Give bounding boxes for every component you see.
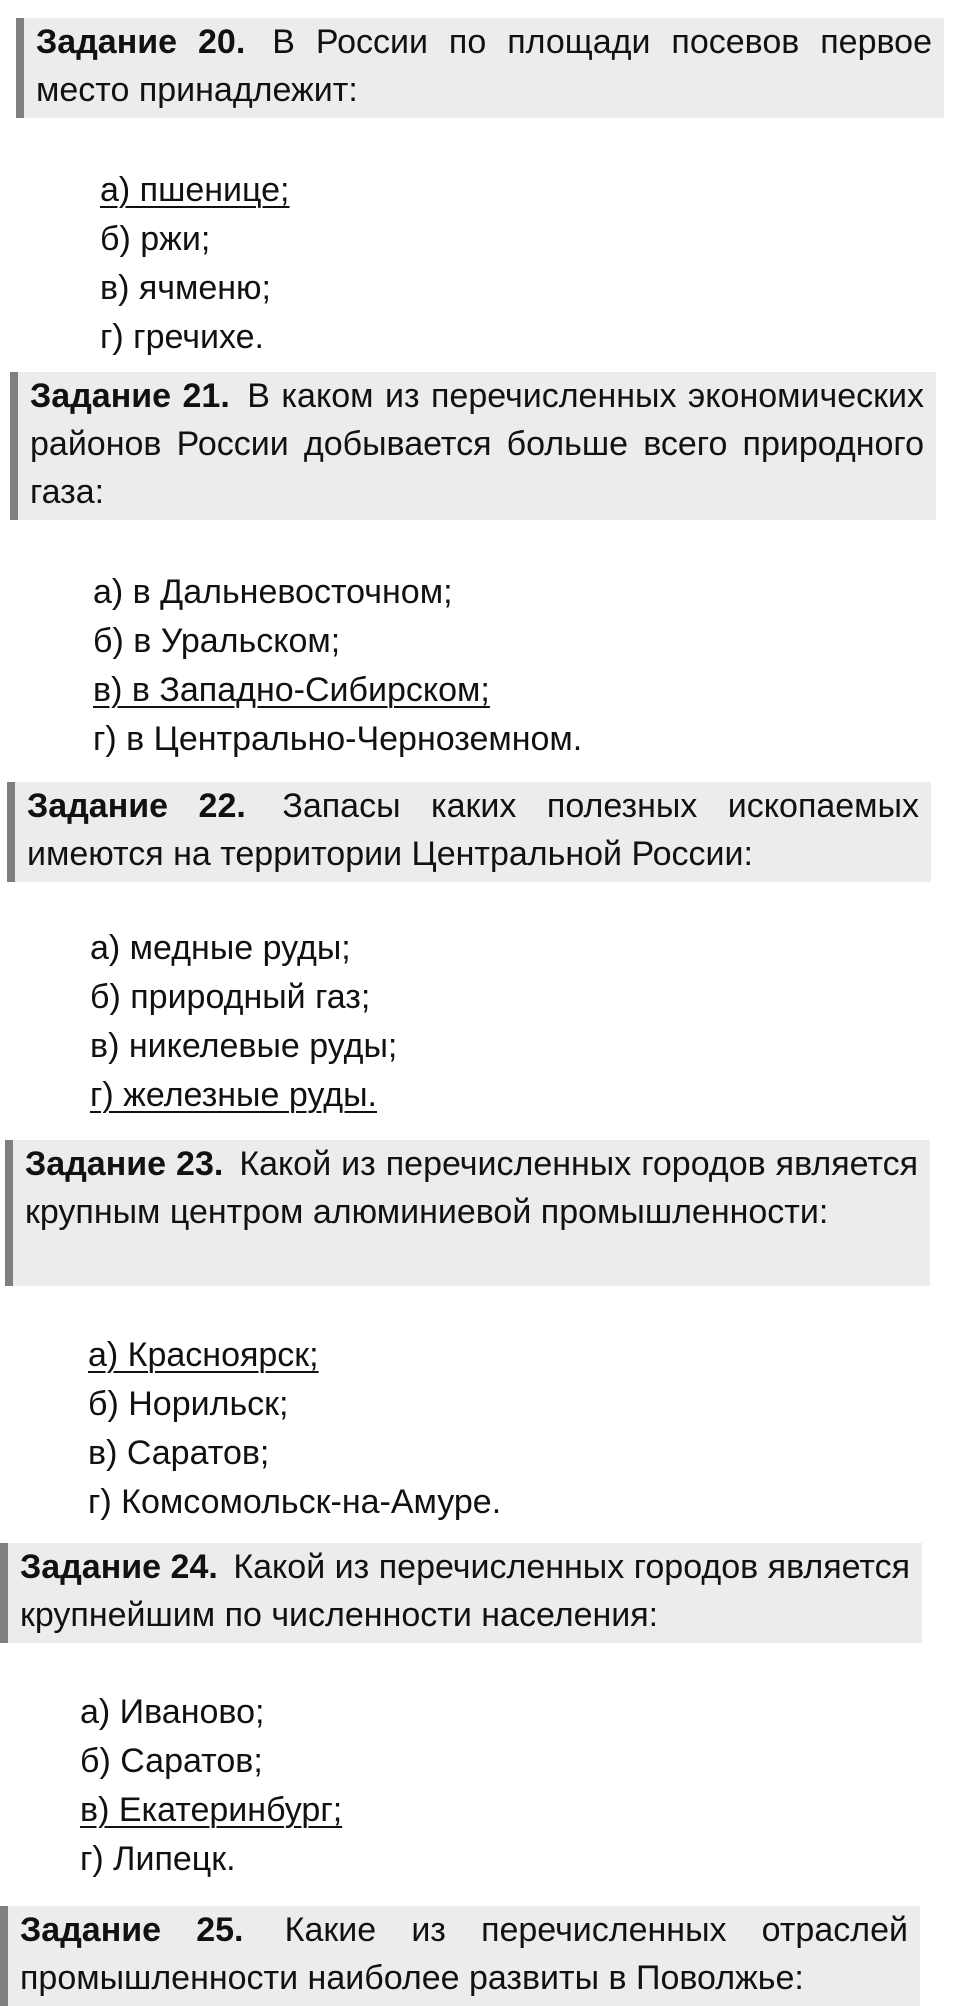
task-23-question-box [5,1140,930,1286]
task-21-question-box [10,372,936,520]
task-title: Задание 21. [30,377,230,415]
option-d[interactable]: г) в Центрально-Черноземном. [93,720,583,758]
task-22-options [90,924,397,1120]
task-question-text: Какой из перечисленных городов является крупнейшим по численности населения: [20,1548,910,1634]
option-a[interactable]: а) Красноярск; [88,1336,319,1374]
option-b[interactable]: б) ржи; [100,220,211,258]
task-23-options [88,1331,501,1527]
task-25-question-box [0,1906,920,2006]
option-c[interactable]: в) Саратов; [88,1434,270,1472]
option-c[interactable]: в) никелевые руды; [90,1027,398,1065]
option-c[interactable]: в) ячменю; [100,269,271,307]
task-title: Задание 25. [20,1911,244,1949]
task-24-options [80,1688,342,1884]
option-a[interactable]: а) пшенице; [100,171,290,209]
option-b[interactable]: б) Саратов; [80,1742,263,1780]
task-question-text: Какой из перечисленных городов является крупным центром алюминиевой промышленности: [25,1145,918,1231]
task-question-text: В России по площади посевов первое место принадлежит: [36,23,932,109]
task-title: Задание 24. [20,1548,218,1586]
option-d[interactable]: г) железные руды. [90,1076,377,1114]
task-24-question-box [0,1543,922,1643]
option-b[interactable]: б) природный газ; [90,978,371,1016]
option-c[interactable]: в) Екатеринбург; [80,1791,343,1829]
option-a[interactable]: а) медные руды; [90,929,351,967]
option-d[interactable]: г) Комсомольск-на-Амуре. [88,1483,502,1521]
option-d[interactable]: г) Липецк. [80,1840,236,1878]
task-question-text: В каком из перечисленных экономических районов России добывается больше всего природного газа: [30,377,924,511]
option-c[interactable]: в) в Западно-Сибирском; [93,671,490,709]
task-title: Задание 20. [36,23,246,61]
task-21-options [93,568,582,764]
option-a[interactable]: а) в Дальневосточном; [93,573,453,611]
task-20-options [100,166,290,362]
option-d[interactable]: г) гречихе. [100,318,264,356]
task-title: Задание 23. [25,1145,224,1183]
option-b[interactable]: б) Норильск; [88,1385,289,1423]
task-22-question-box [7,782,931,882]
option-a[interactable]: а) Иваново; [80,1693,265,1731]
option-b[interactable]: б) в Уральском; [93,622,341,660]
task-title: Задание 22. [27,787,246,825]
task-question-text: Какие из перечисленных отраслей промышленности наиболее развиты в Поволжье: [20,1911,908,1997]
task-20-question-box [16,18,944,118]
task-question-text: Запасы каких полезных ископаемых имеются на территории Центральной России: [27,787,919,873]
